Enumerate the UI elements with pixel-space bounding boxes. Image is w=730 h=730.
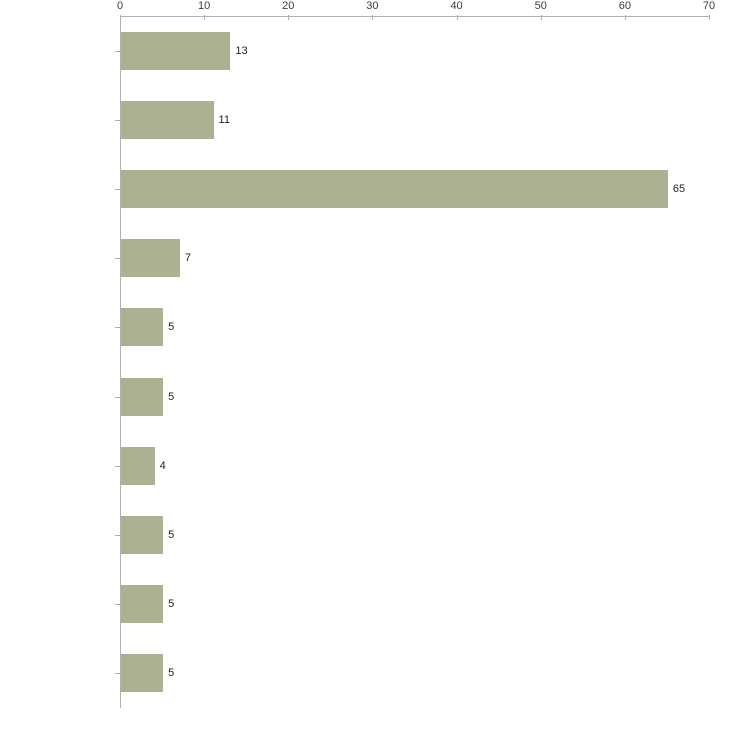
bar-value-label: 13 (235, 44, 248, 57)
x-axis-tick (541, 15, 542, 20)
x-axis-tick-label: 70 (702, 0, 716, 12)
x-axis-line (120, 16, 709, 17)
bar-value-label: 11 (218, 113, 230, 126)
bar (121, 101, 214, 139)
bar-value-label: 5 (168, 321, 175, 334)
y-axis-tick (115, 51, 120, 52)
bar (121, 516, 163, 554)
x-axis-tick (204, 15, 205, 20)
bar-value-label: 5 (168, 667, 175, 680)
y-axis-tick (115, 673, 120, 674)
y-axis-tick (115, 535, 120, 536)
x-axis-tick (120, 15, 121, 20)
x-axis-tick (709, 15, 710, 20)
bar (121, 654, 163, 692)
y-axis-tick (115, 189, 120, 190)
bar-value-label: 5 (168, 390, 175, 403)
x-axis-tick (288, 15, 289, 20)
bar (121, 32, 230, 70)
bar-value-label: 5 (168, 598, 175, 611)
bar (121, 378, 163, 416)
x-axis-tick (372, 15, 373, 20)
bar-value-label: 65 (672, 183, 686, 195)
y-axis-tick (115, 604, 120, 605)
x-axis-tick-label: 20 (282, 0, 295, 12)
plot-area (116, 0, 716, 708)
x-axis-tick-label: 60 (618, 0, 631, 12)
x-axis-tick-label: 0 (116, 0, 124, 12)
x-axis-tick-label: 50 (534, 0, 547, 12)
x-axis-tick-label: 40 (450, 0, 463, 12)
x-axis-tick-label: 30 (366, 0, 379, 12)
x-axis-tick (625, 15, 626, 20)
x-axis-tick (457, 15, 458, 20)
bar-value-label: 7 (184, 252, 192, 265)
bar (121, 239, 180, 277)
bar (121, 585, 163, 623)
bar (121, 447, 155, 485)
y-axis-tick (115, 258, 120, 259)
bar-value-label: 4 (159, 459, 166, 472)
y-axis-tick (115, 327, 120, 328)
y-axis-tick (115, 397, 120, 398)
bar-value-label: 5 (168, 529, 175, 541)
y-axis-tick (115, 120, 120, 121)
x-axis-tick-label: 10 (198, 0, 211, 12)
y-axis-tick (115, 466, 120, 467)
bar (121, 308, 163, 346)
bar (121, 170, 668, 208)
